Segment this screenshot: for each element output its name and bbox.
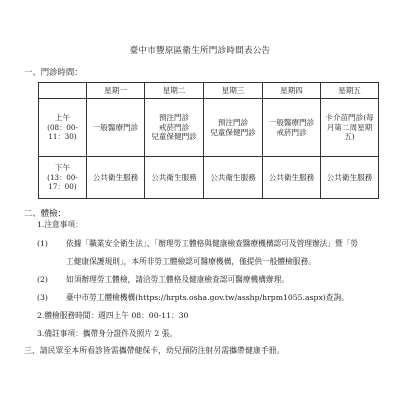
- service-time: 2.體檢服務時間：週四上午 08：00-11：30: [37, 311, 189, 320]
- table-corner-cell: [39, 83, 87, 99]
- item-number: (1): [37, 239, 48, 248]
- schedule-cell: 預注門診 戒菸門診 兒童保健門診: [145, 99, 204, 157]
- item-number: (3): [37, 293, 48, 302]
- day-header: 星期二: [145, 83, 204, 99]
- notice-item: [37, 240, 358, 248]
- schedule-cell: 公共衛生服務: [321, 157, 379, 199]
- clinic-schedule-table: [38, 82, 379, 199]
- day-header: 星期五: [321, 83, 379, 99]
- table-header-row: [39, 83, 379, 99]
- schedule-cell: 卡介苗門診(每 月第二周星期 五): [321, 99, 379, 157]
- item-number: (2): [37, 275, 48, 284]
- notice-item-continuation: 工健康保護規則」，本所非勞工體檢認可醫療機構，僅提供一般體檢服務。: [66, 257, 316, 266]
- item-text: 臺中市勞工體檢機構(https://hrpts.osha.gov.tw/asshp/hrpm1055.aspx)查詢。: [66, 293, 349, 302]
- table-row-afternoon: [39, 157, 379, 199]
- schedule-cell: 公共衛生服務: [263, 157, 321, 199]
- notice-title: 1.注意事項：: [37, 220, 83, 229]
- day-header: 星期一: [87, 83, 145, 99]
- schedule-cell: 公共衛生服務: [87, 157, 145, 199]
- table-row-morning: [39, 99, 379, 157]
- period-cell-morning: [39, 99, 87, 157]
- notice-item: [37, 294, 349, 302]
- schedule-cell: 公共衛生服務: [204, 157, 263, 199]
- schedule-cell: 一般醫療門診 戒菸門診: [263, 99, 321, 157]
- period-time: (13：00-17：00): [47, 173, 78, 192]
- general-note: 三、請民眾至本所看診皆需攜帶健保卡，幼兒預防注射另需攜帶健康手冊。: [24, 346, 285, 355]
- schedule-cell: 預注門診 兒童保健門診: [204, 99, 263, 157]
- clinic-hours-heading: 一、門診時間：: [24, 67, 83, 77]
- period-name: 上午: [54, 113, 71, 123]
- notice-item: [37, 276, 289, 284]
- item-text: 如須辦理勞工體檢，請洽勞工體格及健康檢查認可醫療機構辦理。: [66, 275, 289, 284]
- period-name: 下午: [54, 163, 71, 173]
- documents-note: 3.備註事項：攜帶身分證件及照片 2 張。: [37, 329, 178, 338]
- day-header: 星期四: [263, 83, 321, 99]
- schedule-cell: 一般醫療門診: [87, 99, 145, 157]
- period-cell-afternoon: [39, 157, 87, 199]
- page-title: 臺中市豐原區衛生所門診時間表公告: [129, 46, 271, 56]
- checkup-heading: 二、體檢：: [24, 208, 66, 218]
- period-time: (08：00-11：30): [47, 123, 78, 142]
- item-text: 依據「職業安全衛生法」、「辦理勞工體格與健康檢查醫療機構認可及管理辦法」暨「勞: [66, 239, 359, 248]
- schedule-cell: 公共衛生服務: [145, 157, 204, 199]
- day-header: 星期三: [204, 83, 263, 99]
